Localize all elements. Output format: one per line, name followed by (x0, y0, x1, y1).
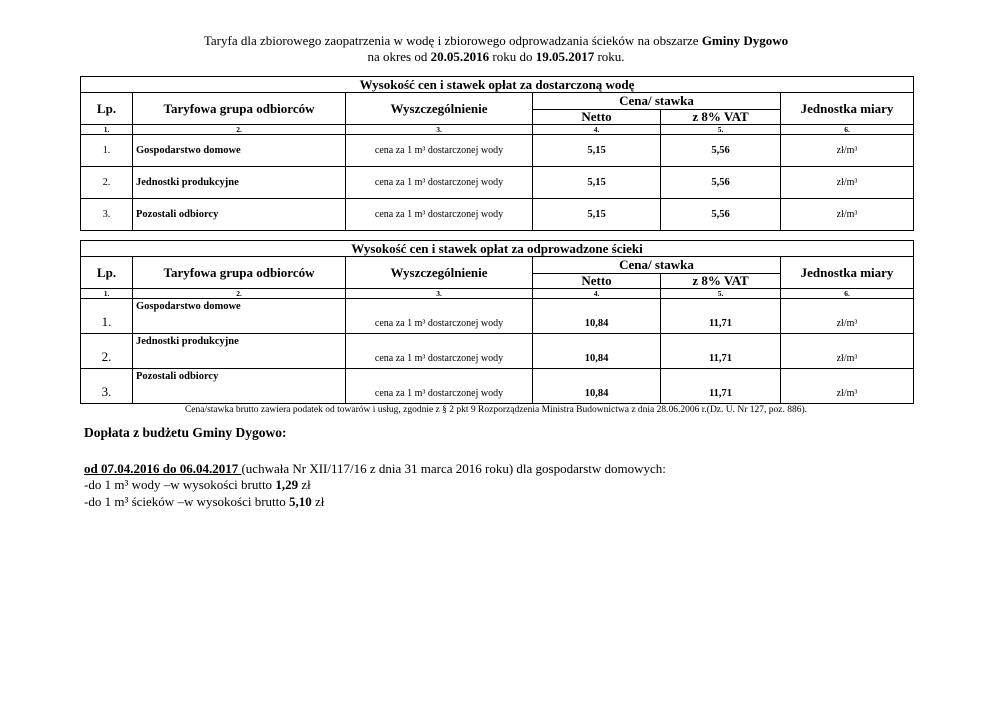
col-group: Taryfowa grupa odbiorców (133, 257, 346, 289)
subsidy-period: od 07.04.2016 do 06.04.2017 (uchwała Nr XII/117/16 z dnia 31 marca 2016 roku) dla gospodarstw domowych: (84, 461, 666, 476)
table-row: 2. Jednostki produkcyjne cena za 1 m³ dostarczonej wody 5,15 5,56 zł/m³ (81, 167, 914, 199)
column-number-row: 1. 2. 3. 4. 5. 6. (81, 289, 914, 299)
municipality-name: Gminy Dygowo (701, 33, 789, 48)
col-vat: z 8% VAT (661, 274, 781, 289)
col-price: Cena/ stawka (533, 257, 781, 274)
col-unit: Jednostka miary (781, 93, 914, 125)
col-vat: z 8% VAT (661, 110, 781, 125)
col-lp: Lp. (81, 257, 133, 289)
table-row: 2. Jednostki produkcyjne cena za 1 m³ dostarczonej wody 10,84 11,71 zł/m³ (81, 334, 914, 369)
water-section-title: Wysokość cen i stawek opłat za dostarczoną wodę (81, 77, 914, 93)
col-lp: Lp. (81, 93, 133, 125)
col-netto: Netto (533, 274, 661, 289)
col-unit: Jednostka miary (781, 257, 914, 289)
column-number-row: 1. 2. 3. 4. 5. 6. (81, 125, 914, 135)
col-spec: Wyszczególnienie (346, 257, 533, 289)
document-title (0, 33, 992, 65)
col-netto: Netto (533, 110, 661, 125)
table-row: 1. Gospodarstwo domowe cena za 1 m³ dostarczonej wody 5,15 5,56 zł/m³ (81, 135, 914, 167)
subsidy-title: Dopłata z budżetu Gminy Dygowo: (84, 425, 287, 440)
vat-note: Cena/stawka brutto zawiera podatek od towarów i usług, zgodnie z § 2 pkt 9 Rozporządzenia Ministra Budownictwa z dnia 28.06.2006 r.(Dz. U. Nr 127, poz. 886). (184, 405, 808, 415)
title-line-1: Taryfa dla zbiorowego zaopatrzenia w wodę i zbiorowego odprowadzania ścieków na obszarze Gminy Dygowo (203, 33, 789, 48)
water-tariff-table (80, 76, 914, 231)
table-row: 3. Pozostali odbiorcy cena za 1 m³ dostarczonej wody 10,84 11,71 zł/m³ (81, 369, 914, 404)
sewage-section-title: Wysokość cen i stawek opłat za odprowadzone ścieki (81, 241, 914, 257)
subsidy-water-line: -do 1 m³ wody –w wysokości brutto 1,29 zł (84, 477, 311, 492)
date-to: 19.05.2017 (535, 49, 595, 64)
col-group: Taryfowa grupa odbiorców (133, 93, 346, 125)
col-spec: Wyszczególnienie (346, 93, 533, 125)
date-from: 20.05.2016 (430, 49, 490, 64)
subsidy-sewage-line: -do 1 m³ ścieków –w wysokości brutto 5,10 zł (84, 494, 325, 509)
subsidy-dates: od 07.04.2016 do 06.04.2017 (84, 461, 242, 476)
title-line-2: na okres od 20.05.2016 roku do 19.05.2017 roku. (367, 49, 625, 64)
subsidy-water-value: 1,29 (275, 477, 299, 492)
subsidy-sewage-value: 5,10 (289, 494, 312, 509)
table-row: 3. Pozostali odbiorcy cena za 1 m³ dostarczonej wody 5,15 5,56 zł/m³ (81, 199, 914, 231)
table-row: 1. Gospodarstwo domowe cena za 1 m³ dostarczonej wody 10,84 11,71 zł/m³ (81, 299, 914, 334)
sewage-tariff-table (80, 240, 914, 404)
col-price: Cena/ stawka (533, 93, 781, 110)
